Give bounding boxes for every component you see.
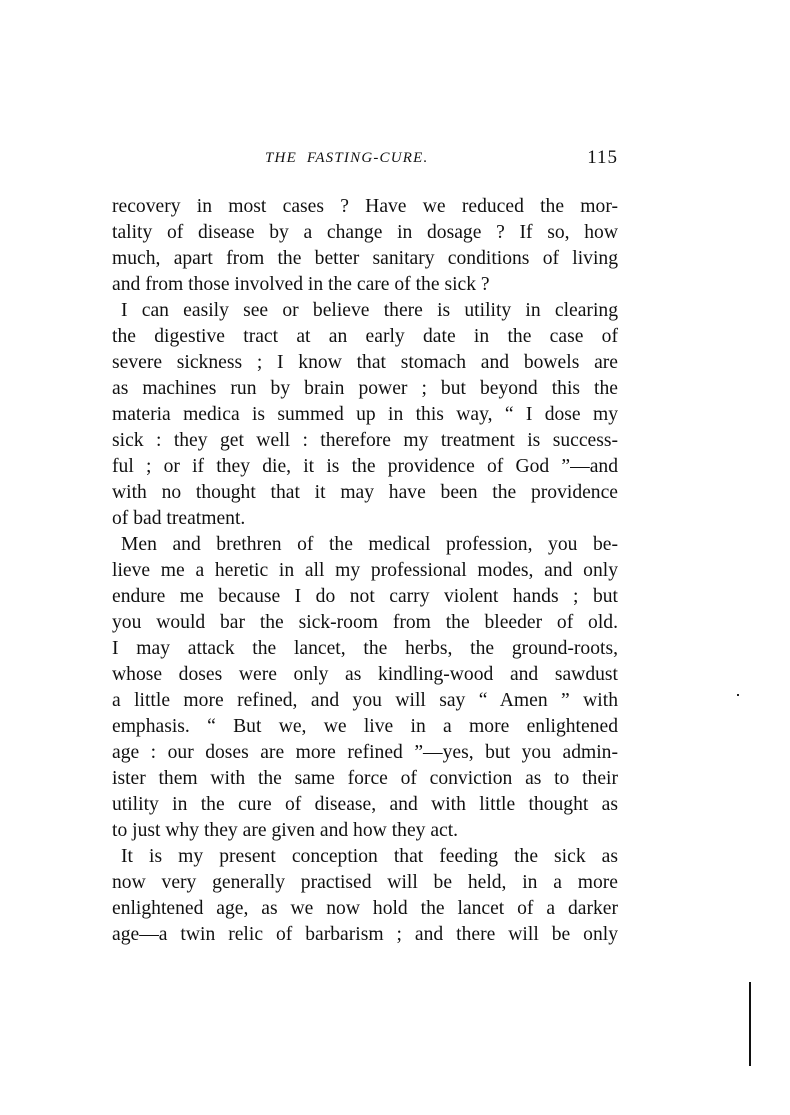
text-line: ful ; or if they die, it is the providence of God ”—and: [112, 456, 618, 477]
running-title: THE FASTING-CURE.: [265, 150, 429, 166]
text-line: I may attack the lancet, the herbs, the ground-roots,: [112, 638, 618, 659]
text-line: age—a twin relic of barbarism ; and there will be only: [112, 924, 618, 945]
paragraph-4: [112, 844, 618, 948]
text-line: utility in the cure of disease, and with little thought as: [112, 794, 618, 815]
text-line: endure me because I do not carry violent hands ; but: [112, 586, 618, 607]
paragraph-1: [112, 194, 618, 298]
page-number: 115: [587, 147, 618, 168]
text-line: severe sickness ; I know that stomach and bowels are: [112, 352, 618, 373]
text-line: of bad treatment.: [112, 508, 246, 529]
text-line: tality of disease by a change in dosage ? If so, how: [112, 222, 618, 243]
text-line: recovery in most cases ? Have we reduced the mor-: [112, 196, 618, 217]
text-line: now very generally practised will be held, in a more: [112, 872, 618, 893]
paragraph-2: [112, 298, 618, 532]
text-line: to just why they are given and how they act.: [112, 820, 459, 841]
text-line: and from those involved in the care of the sick ?: [112, 274, 490, 295]
text-line: with no thought that it may have been the providence: [112, 482, 618, 503]
text-line: It is my present conception that feeding the sick as: [121, 846, 618, 867]
text-line: I can easily see or believe there is utility in clearing: [121, 300, 618, 321]
text-line: ister them with the same force of conviction as to their: [112, 768, 618, 789]
running-head: [112, 146, 618, 170]
text-line: whose doses were only as kindling-wood and sawdust: [112, 664, 618, 685]
text-line: age : our doses are more refined ”—yes, but you admin-: [112, 742, 618, 763]
text-line: sick : they get well : therefore my treatment is success-: [112, 430, 618, 451]
text-line: emphasis. “ But we, we live in a more enlightened: [112, 716, 618, 737]
body-text: [112, 194, 618, 948]
text-line: a little more refined, and you will say “ Amen ” with: [112, 690, 618, 711]
scan-speck: [737, 694, 739, 696]
text-line: Men and brethren of the medical profession, you be-: [121, 534, 618, 555]
paragraph-3: [112, 532, 618, 844]
text-line: enlightened age, as we now hold the lancet of a darker: [112, 898, 618, 919]
text-line: as machines run by brain power ; but beyond this the: [112, 378, 618, 399]
text-line: you would bar the sick-room from the bleeder of old.: [112, 612, 618, 633]
text-line: much, apart from the better sanitary conditions of living: [112, 248, 618, 269]
text-line: materia medica is summed up in this way, “ I dose my: [112, 404, 618, 425]
margin-rule-line: [749, 982, 751, 1066]
text-line: the digestive tract at an early date in the case of: [112, 326, 618, 347]
text-line: lieve me a heretic in all my professional modes, and only: [112, 560, 618, 581]
